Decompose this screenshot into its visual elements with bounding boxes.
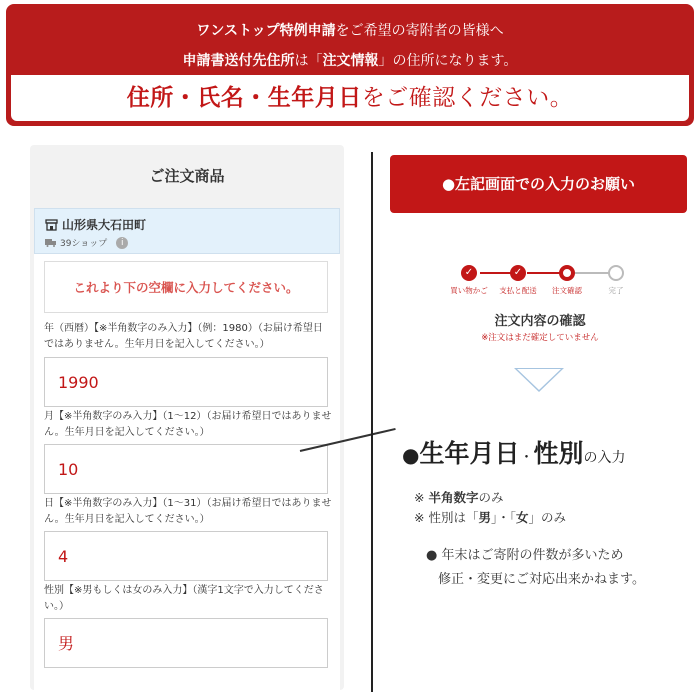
step-confirm-label: 注文確認 — [552, 286, 582, 295]
down-arrow-inner — [517, 369, 561, 390]
headline-second: 性別 — [533, 439, 584, 468]
birth-year-input[interactable]: 1990 — [44, 357, 328, 407]
year-end-notice-1: ● 年末はご寄附の件数が多いため — [426, 548, 624, 563]
form-area — [34, 254, 340, 690]
note-1-bold: 半角数字 — [428, 490, 479, 505]
checkout-steps — [450, 265, 630, 305]
pending-step-icon — [608, 265, 624, 281]
step-payment-label: 支払と配送 — [499, 286, 537, 295]
banner-line-2-bold: 申請書送付先住所 — [182, 53, 295, 69]
order-confirm-subtitle: ※注文はまだ確定していません — [481, 333, 599, 343]
vertical-divider — [371, 152, 373, 692]
shop-bar — [34, 208, 340, 254]
step-complete-label: 完了 — [608, 286, 624, 295]
banner-confirm-rest: をご確認ください。 — [361, 85, 574, 111]
shop-sub-label: 39ショップ — [60, 239, 108, 249]
note-2-bold-2: 女 — [515, 510, 529, 525]
headline-sep: ・ — [519, 450, 534, 466]
info-icon[interactable]: i — [116, 237, 128, 249]
banner-line-1-rest: をご希望の寄附者の皆様へ — [335, 23, 504, 39]
input-headline — [402, 434, 625, 470]
birth-day-label: 日【※半角数字のみ入力】（1〜31）（お届け希望日ではありません。生年月日を記入してください。） — [44, 498, 332, 525]
order-confirm-title: 注文内容の確認 — [494, 314, 586, 329]
note-gender — [414, 508, 566, 526]
birth-year-label: 年（西暦）【※半角数字のみ入力】（例：1980）（お届け希望日ではありません。生年月日を記入してください。） — [44, 323, 323, 350]
truck-icon — [45, 239, 57, 247]
banner-line-1-bold: ワンストップ特例申請 — [196, 23, 336, 39]
headline-small: の入力 — [583, 450, 626, 466]
step-payment — [496, 265, 540, 296]
step-cart — [447, 265, 491, 296]
store-icon — [45, 219, 58, 231]
year-end-notice-2: 修正・変更にご対応出来かねます。 — [438, 572, 645, 587]
shop-name[interactable]: 山形県大石田町 — [62, 218, 147, 232]
banner-confirm-panel — [11, 75, 689, 121]
input-request-banner: ●左記画面での入力のお願い — [390, 155, 687, 213]
step-confirm — [545, 265, 589, 296]
step-cart-label: 買い物かご — [450, 286, 488, 295]
note-1-prefix: ※ — [414, 490, 425, 505]
banner-confirm-text — [127, 85, 574, 111]
banner-line-2-rest: 」の住所になります。 — [378, 53, 518, 69]
gender-label: 性別【※男もしくは女のみ入力】（漢字1文字で入力してください。） — [44, 585, 324, 612]
note-half-width — [414, 488, 504, 506]
banner-line-2-bold2: 注文情報 — [322, 53, 379, 69]
shop-sub-row — [45, 236, 128, 249]
order-screen-panel — [30, 145, 344, 690]
step-complete — [594, 265, 638, 296]
birth-month-input[interactable]: 10 — [44, 444, 328, 494]
headline-main: 生年月日 — [419, 439, 520, 468]
banner-line-2 — [8, 50, 692, 70]
order-items-title: ご注文商品 — [149, 167, 225, 185]
note-2-bold-1: 男 — [478, 510, 491, 525]
top-banner — [6, 4, 694, 126]
note-2-rest: 」のみ — [528, 510, 567, 525]
current-step-icon — [559, 265, 575, 281]
gender-input[interactable]: 男 — [44, 618, 328, 668]
banner-line-1 — [8, 20, 692, 40]
bullet-icon: ● — [402, 443, 420, 467]
shop-name-row — [45, 216, 146, 233]
note-1-rest: のみ — [478, 490, 504, 505]
check-icon: ✓ — [510, 265, 526, 281]
note-2-prefix: ※ 性別は「 — [414, 510, 479, 525]
birth-day-input[interactable]: 4 — [44, 531, 328, 581]
input-notice: これより下の空欄に入力してください。 — [44, 261, 328, 313]
banner-confirm-bold: 住所・氏名・生年月日 — [126, 85, 362, 111]
birth-month-label: 月【※半角数字のみ入力】（1〜12）（お届け希望日ではありません。生年月日を記入してください。） — [44, 411, 332, 438]
banner-line-2-mid: は「 — [294, 53, 323, 69]
check-icon: ✓ — [461, 265, 477, 281]
note-2-mid: 」・「 — [490, 510, 516, 525]
